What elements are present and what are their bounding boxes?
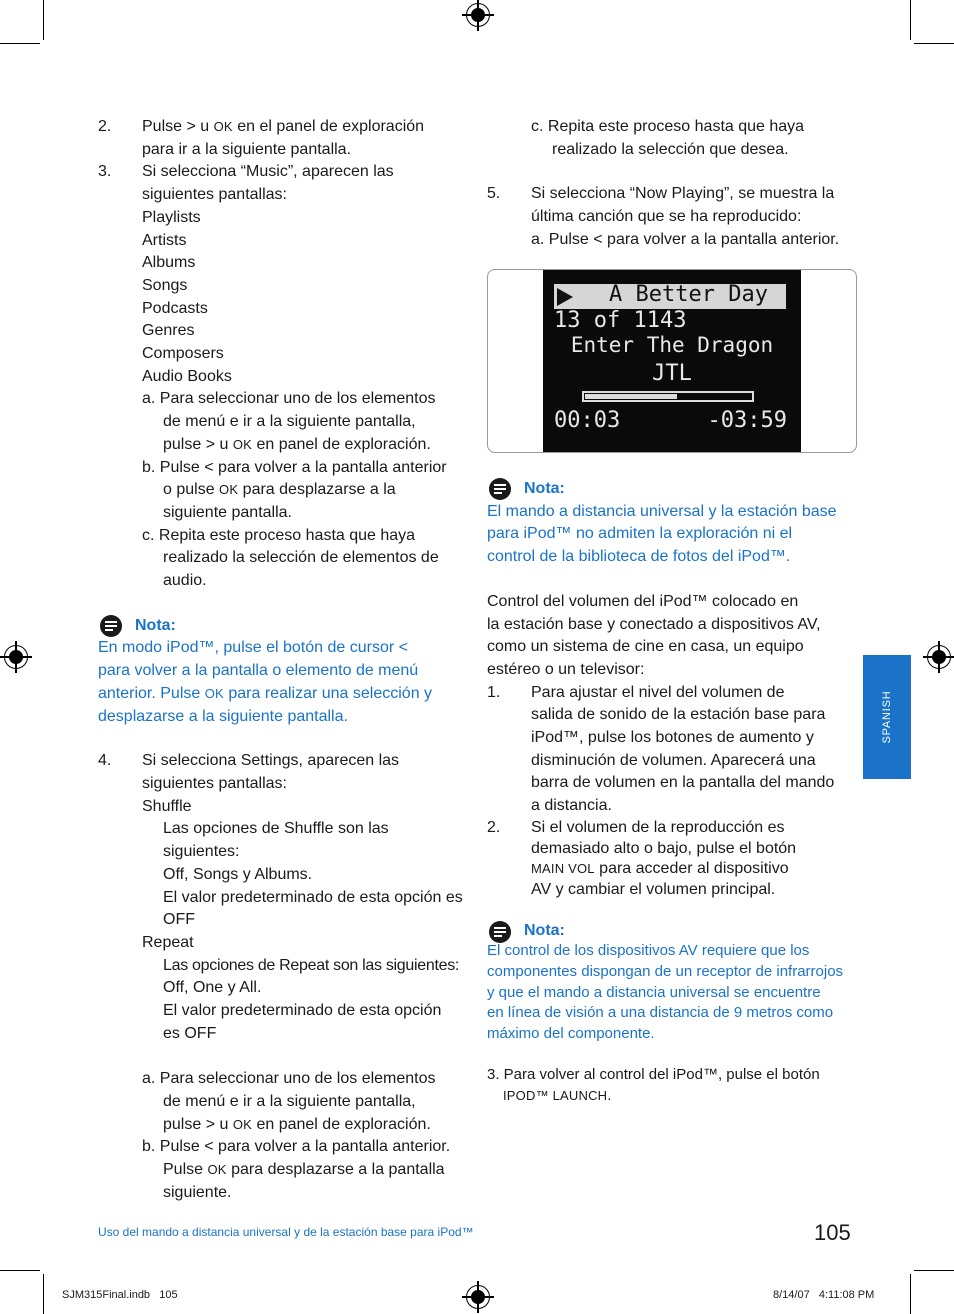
sub-item: c. Repita este proceso hasta que haya (142, 526, 416, 544)
album-name: Enter The Dragon (570, 333, 774, 357)
text: Las opciones de Shuffle son las (163, 820, 389, 838)
text: Pulse (163, 1160, 208, 1178)
text: Pulse > u (142, 118, 214, 135)
note-text: para iPod™ no admiten la exploración ni el (487, 525, 793, 543)
page-number: 105 (814, 1220, 851, 1245)
text: pulse > u (163, 1115, 233, 1133)
text: o pulse (163, 481, 220, 499)
screen-name: Songs (142, 276, 188, 294)
key-label: OK (204, 685, 224, 701)
text: es OFF (163, 1024, 217, 1042)
crop-mark (0, 1270, 40, 1271)
screen-name: Albums (142, 254, 196, 272)
sub-item: b. Pulse < para volver a la pantalla anterior. (142, 1138, 451, 1156)
slug-date: 8/14/07 4:11:08 PM (773, 1289, 875, 1301)
note-block (487, 921, 859, 1045)
left-column (98, 116, 468, 1204)
key-label: OK (232, 436, 253, 452)
item-number: 4. (98, 752, 112, 770)
text: siguientes: (163, 843, 240, 861)
list-item (487, 818, 859, 901)
item-number: 3. (98, 163, 112, 181)
screen-name: Audio Books (142, 367, 232, 385)
note-heading: Nota: (524, 921, 565, 939)
sub-item: a. Pulse < para volver a la pantalla anterior. (531, 230, 840, 248)
text: siguientes pantallas: (142, 186, 287, 204)
text: salida de sonido de la estación base para (531, 706, 826, 724)
text: siguiente. (163, 1183, 232, 1201)
note-text: componentes dispongan de un receptor de infrarrojos (487, 963, 844, 981)
text: de menú e ir a la siguiente pantalla, (163, 1092, 416, 1110)
text: para ir a la siguiente pantalla. (142, 140, 352, 158)
text: última canción que se ha reproducido: (531, 208, 802, 226)
elapsed-time: 00:03 (554, 408, 621, 433)
paragraph: como un sistema de cine en casa, un equipo (487, 638, 804, 656)
setting-name: Repeat (142, 933, 194, 951)
side-tab-label: SPANISH (881, 690, 893, 744)
text: El valor predeterminado de esta opción es (163, 888, 463, 906)
setting-name: Shuffle (142, 797, 192, 815)
screen-name: Composers (142, 345, 224, 363)
text: . (607, 1086, 612, 1104)
note-text: máximo del componente. (487, 1025, 655, 1043)
text: audio. (163, 572, 207, 590)
paragraph: estéreo o un televisor: (487, 660, 645, 678)
text: para acceder al dispositivo (594, 860, 789, 878)
key-label: OK (232, 1116, 253, 1132)
paragraph: la estación base y conectado a dispositivos AV, (487, 615, 821, 633)
screen-name: Playlists (142, 208, 201, 226)
sub-item: b. Pulse < para volver a la pantalla anterior (142, 458, 447, 476)
text: realizado la selección de elementos de (163, 549, 439, 567)
text: Para ajustar el nivel del volumen de (531, 683, 785, 701)
running-footer: Uso del mando a distancia universal y de la estación base para iPod™ (98, 1225, 474, 1239)
note-text: desplazarse a la siguiente pantalla. (98, 707, 348, 725)
text: pulse > u (163, 435, 233, 453)
text: Off, One y All. (163, 979, 262, 997)
key-label: MAIN VOL (531, 861, 595, 877)
note-icon (489, 478, 511, 500)
key-label: IPOD™ LAUNCH (503, 1087, 608, 1103)
registration-mark-icon (466, 3, 490, 27)
text: siguiente pantalla. (163, 503, 292, 521)
paragraph: Control del volumen del iPod™ colocado en (487, 592, 799, 610)
crop-mark (914, 1270, 954, 1271)
play-icon (557, 288, 573, 306)
sub-item: a. Para seleccionar uno de los elementos (142, 1070, 436, 1088)
track-count: 13 of 1143 (554, 308, 687, 333)
sub-item: a. Para seleccionar uno de los elementos (142, 390, 436, 408)
text: disminución de volumen. Aparecerá una (531, 751, 816, 769)
text: en panel de exploración. (252, 1115, 431, 1133)
right-column-lower (487, 478, 859, 1106)
screen-name: Artists (142, 231, 187, 249)
text: de menú e ir a la siguiente pantalla, (163, 413, 416, 431)
note-text: anterior. Pulse (98, 684, 205, 702)
note-text: y que el mando a distancia universal se encuentre (487, 983, 821, 1001)
artist-name: JTL (652, 361, 692, 386)
text: El valor predeterminado de esta opción (163, 1002, 442, 1020)
key-label: OK (219, 482, 239, 498)
text: iPod™, pulse los botones de aumento y (531, 729, 814, 747)
track-title: A Better Day (609, 282, 768, 307)
text: Si selecciona “Music”, aparecen las (142, 163, 394, 181)
text: Si el volumen de la reproducción es (531, 818, 785, 836)
note-text: control de la biblioteca de fotos del iPod™. (487, 548, 791, 566)
text: 3. Para volver al control del iPod™, pulse el botón (487, 1065, 820, 1083)
progress-bar (582, 391, 754, 402)
text: OFF (163, 911, 195, 929)
note-heading: Nota: (135, 616, 176, 634)
crop-mark (910, 0, 911, 40)
note-block (98, 615, 468, 729)
note-block (487, 478, 859, 569)
registration-mark-icon (4, 645, 28, 669)
list-item (98, 116, 468, 161)
sub-item: c. Repita este proceso hasta que haya (531, 118, 805, 135)
text: en panel de exploración. (252, 435, 431, 453)
text: Si selecciona Settings, aparecen las (142, 752, 400, 770)
crop-mark (914, 43, 954, 44)
text: Las opciones de Repeat son las siguientes: (163, 956, 460, 974)
key-label: OK (213, 119, 233, 134)
progress-fill (585, 394, 677, 399)
crop-mark (43, 0, 44, 40)
text: demasiado alto o bajo, pulse el botón (531, 839, 797, 857)
note-text: El control de los dispositivos AV requiere que los (487, 942, 810, 960)
crop-mark (43, 1274, 44, 1314)
text: Si selecciona “Now Playing”, se muestra la (531, 185, 835, 203)
list-item (98, 161, 468, 592)
list-item (487, 183, 859, 251)
note-text: en línea de visión a una distancia de 9 metros como (487, 1004, 834, 1022)
list-item (487, 682, 859, 818)
remaining-time: -03:59 (707, 408, 787, 433)
slug-file: SJM315Final.indb 105 (62, 1289, 178, 1301)
text: en el panel de exploración (232, 118, 425, 135)
note-icon (100, 615, 122, 637)
text: realizado la selección que desea. (552, 140, 789, 158)
registration-mark-icon (466, 1285, 490, 1309)
note-heading: Nota: (524, 480, 565, 497)
list-item (98, 750, 468, 1204)
item-number: 5. (487, 185, 501, 203)
text: Off, Songs y Albums. (163, 865, 313, 883)
note-text: El mando a distancia universal y la estación base (487, 502, 837, 520)
note-text: para volver a la pantalla o elemento de menú (98, 662, 419, 680)
lcd-screen (543, 270, 801, 452)
text: siguientes pantallas: (142, 774, 287, 792)
screen-name: Genres (142, 322, 195, 340)
item-number: 2. (98, 118, 112, 135)
key-label: OK (207, 1161, 227, 1177)
crop-mark (0, 43, 40, 44)
crop-mark (910, 1274, 911, 1314)
language-side-tab (863, 655, 911, 779)
right-column (487, 116, 859, 252)
text: para desplazarse a la pantalla (226, 1160, 445, 1178)
list-item (487, 1065, 859, 1106)
item-number: 2. (487, 818, 501, 836)
registration-mark-icon (927, 645, 951, 669)
note-text: En modo iPod™, pulse el botón de cursor < (98, 639, 408, 657)
lcd-frame (487, 269, 857, 453)
text: a distancia. (531, 797, 612, 815)
text: barra de volumen en la pantalla del mando (531, 774, 835, 792)
screen-name: Podcasts (142, 299, 208, 317)
item-number: 1. (487, 683, 501, 701)
text: para desplazarse a la (238, 481, 396, 499)
note-icon (489, 921, 511, 943)
note-text: para realizar una selección y (223, 684, 433, 702)
text: AV y cambiar el volumen principal. (531, 880, 776, 898)
